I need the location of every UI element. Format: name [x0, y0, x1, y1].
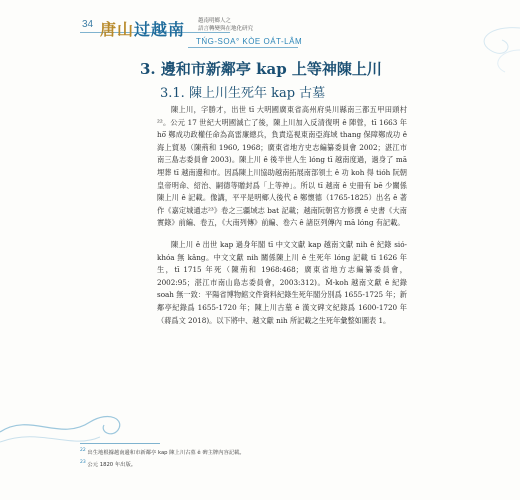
- paragraph-1: 陳上川，字勝才，出世 tī 大明國廣東省高州府吳川縣南三都五甲田頭村²²。公元 17 世紀大明國滅亡了後，陳上川加入反清復明 ê 陣營，tī 1663 年 hō͘ 鄭成功政權任命為高雷廉總兵，負責巡視東南亞海域 thang 保障鄭成功 ê 海上貿易（陳荊和 1960, 1968；廣東省地方史志編纂委員會 2002；湛江市南三島志委員會 2003)。陳上川 ê 後半世人生 lóng tī 越南度過，過身了 mā 埋葬 tī 越南邊和市。因爲陳上川協助越南拓展南部領土 ê 功 koh 得 tióh 阮朝皇帝明命、紹治、嗣德等贈封爲「上等神」。所以 tī 越南 ê 史冊有 bē 少關係陳上川 ê 記載。像講，平平是明鄉人後代 ê 鄭懷德（1765-1825）出名 ê 著作《嘉定城通志²³》卷之三疆域志 bat 記載；越南阮朝官方修撰 ê 史書《大南實錄》前編、卷五，《大南列傳》前編、卷六 ê 諸臣列傳內 mā lóng 有記載。: [157, 105, 407, 228]
- footnote-22: [80, 446, 440, 458]
- logo-part-1: 唐山: [100, 20, 135, 39]
- book-logo: [100, 17, 185, 40]
- swirl-decoration-icon: [420, 20, 520, 90]
- subtitle-line-2: 語言轉變與在地化研究: [198, 26, 254, 32]
- footnote-number: 22: [80, 448, 86, 453]
- footnote-23: [80, 458, 440, 470]
- body-text: [157, 104, 407, 336]
- footnote-number: 23: [80, 459, 86, 465]
- romanized-title: TŃG-SOA° KÒE OÁT-LÂM: [196, 37, 303, 46]
- footnote-text: 公元 1820 年出版。: [87, 461, 137, 468]
- header-underline: [188, 47, 298, 48]
- footnotes: [80, 446, 440, 470]
- footnote-divider: [80, 443, 160, 444]
- footnote-text: 出生地根據越南邊和市新鄰亭 kap 陳上川古墓 ê 碑主牌內容記載。: [87, 449, 245, 456]
- page-number: 34: [82, 19, 94, 30]
- logo-part-2: 过越南: [134, 20, 186, 39]
- section-heading: 3. 邊和市新鄰亭 kap 上等神陳上川: [140, 60, 382, 78]
- subsection-heading: 3.1. 陳上川生死年 kap 古墓: [160, 86, 326, 101]
- subtitle-line-1: 越南明鄉人之: [198, 18, 232, 24]
- paragraph-2: 陳上川 ê 出世 kap 過身年閣 tī 中文文獻 kap 越南文獻 nih ê 紀錄 sió-khóa 無 kâng。中文文獻 nih 關係陳上川 ê 生死年 lóng 記載 tī 1626 年生，tī 1715 年死（陳荊和 1968:468；廣東省地方志編纂委員會，2002:95；湛江市南山島志委員會，2003:312)。M̄-koh 越南文獻 ê 紀錄 soah 無一致：平陽省博物館文件資料紀錄生死年閣分別爲 1655-1725 年；新鄰亭紀錄爲 1655-1720 年；陳上川古墓 ê 漢文碑文紀錄爲 1600-1720 年（蔣爲文 2018)。以下將中、越文獻 nih 所記載之生死年彙整如圖表 1。: [157, 239, 407, 325]
- book-subtitle: [198, 17, 318, 33]
